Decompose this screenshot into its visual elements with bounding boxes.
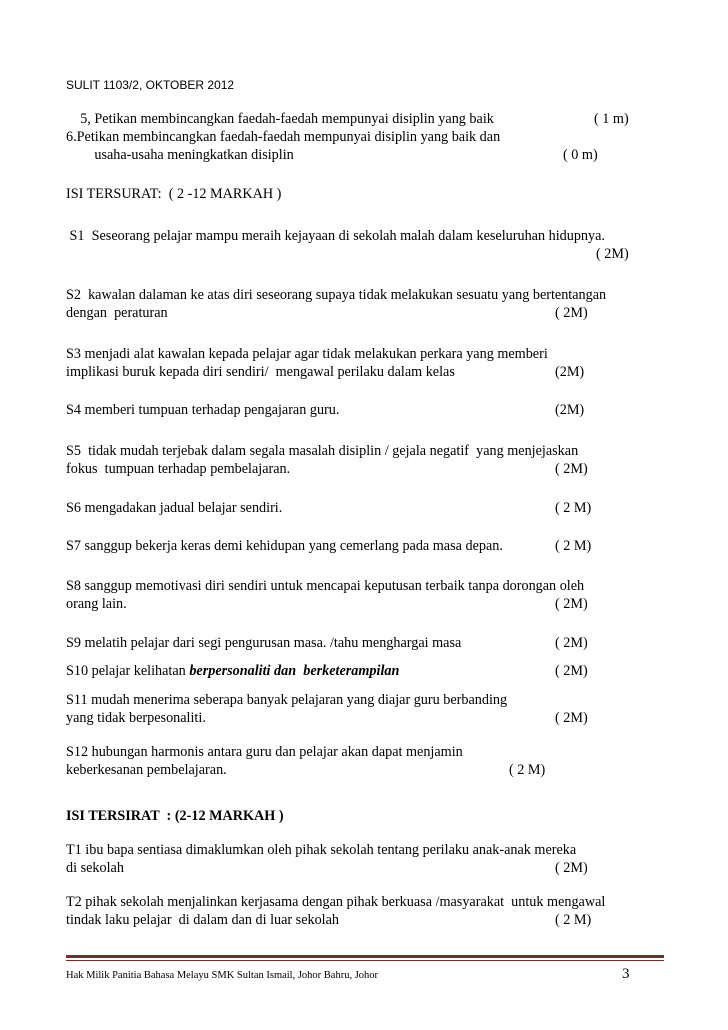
section-title-tersirat: ISI TERSIRAT : (2-12 MARKAH ) <box>66 808 284 824</box>
item-s8-line-2: orang lain. <box>66 596 127 612</box>
item-s11-line-1: S11 mudah menerima seberapa banyak pelajaran yang diajar guru berbanding <box>66 692 508 708</box>
item-s7-line-1: S7 sanggup bekerja keras demi kehidupan yang cemerlang pada masa depan. <box>66 538 503 554</box>
item-s6-mark: ( 2 M) <box>555 500 592 516</box>
item-s12-mark: ( 2 M) <box>509 762 546 778</box>
section-title-tersurat: ISI TERSURAT: ( 2 -12 MARKAH ) <box>66 186 282 202</box>
item-s8-line-1: S8 sanggup memotivasi diri sendiri untuk mencapai keputusan terbaik tanpa dorongan oleh <box>66 578 585 594</box>
intro-mark-3: ( 0 m) <box>563 147 598 163</box>
item-s5-line-1: S5 tidak mudah terjebak dalam segala masalah disiplin / gejala negatif yang menjejaskan <box>66 443 579 459</box>
intro-line-1: 5, Petikan membincangkan faedah-faedah mempunyai disiplin yang baik <box>66 111 494 127</box>
item-s7-mark: ( 2 M) <box>555 538 592 554</box>
item-s10-emphasis: berpersonaliti dan berketerampilan <box>189 663 400 679</box>
item-s5-mark: ( 2M) <box>555 461 588 477</box>
item-s2-mark: ( 2M) <box>555 305 588 321</box>
footer-text: Hak Milik Panitia Bahasa Melayu SMK Sultan Ismail, Johor Bahru, Johor <box>66 970 379 981</box>
item-s4-line-1: S4 memberi tumpuan terhadap pengajaran guru. <box>66 402 340 418</box>
item-s11-mark: ( 2M) <box>555 710 588 726</box>
item-s6-line-1: S6 mengadakan jadual belajar sendiri. <box>66 500 283 516</box>
item-s11-line-2: yang tidak berpesonaliti. <box>66 710 206 726</box>
item-s12-line-2: keberkesanan pembelajaran. <box>66 762 227 778</box>
item-s9-mark: ( 2M) <box>555 635 588 651</box>
footer-rule-thick <box>66 955 664 958</box>
item-s3-line-2: implikasi buruk kepada diri sendiri/ mengawal perilaku dalam kelas <box>66 364 455 380</box>
item-s12-line-1: S12 hubungan harmonis antara guru dan pelajar akan dapat menjamin <box>66 744 463 760</box>
intro-line-2: 6.Petikan membincangkan faedah-faedah mempunyai disiplin yang baik dan <box>66 129 501 145</box>
item-s3-mark: (2M) <box>555 364 585 380</box>
item-s10-mark: ( 2M) <box>555 663 588 679</box>
item-s10-line-1 <box>66 663 399 680</box>
intro-line-3: usaha-usaha meningkatkan disiplin <box>66 147 294 163</box>
footer-rule-thin <box>66 960 664 961</box>
item-s4-mark: (2M) <box>555 402 585 418</box>
item-s8-mark: ( 2M) <box>555 596 588 612</box>
page-number: 3 <box>622 966 630 982</box>
item-s1-mark: ( 2M) <box>596 246 629 262</box>
item-t1-line-2: di sekolah <box>66 860 124 876</box>
intro-mark-1: ( 1 m) <box>594 111 629 127</box>
item-s3-line-1: S3 menjadi alat kawalan kepada pelajar agar tidak melakukan perkara yang memberi <box>66 346 548 362</box>
item-t2-line-1: T2 pihak sekolah menjalinkan kerjasama dengan pihak berkuasa /masyarakat untuk mengawal <box>66 894 606 910</box>
item-t1-line-1: T1 ibu bapa sentiasa dimaklumkan oleh pihak sekolah tentang perilaku anak-anak mereka <box>66 842 577 858</box>
item-s9-line-1: S9 melatih pelajar dari segi pengurusan masa. /tahu menghargai masa <box>66 635 462 651</box>
item-s5-line-2: fokus tumpuan terhadap pembelajaran. <box>66 461 291 477</box>
item-t2-line-2: tindak laku pelajar di dalam dan di luar sekolah <box>66 912 340 928</box>
item-s10-prefix: S10 pelajar kelihatan <box>66 663 190 679</box>
item-t1-mark: ( 2M) <box>555 860 588 876</box>
item-s2-line-2: dengan peraturan <box>66 305 168 321</box>
item-s1-line-1: S1 Seseorang pelajar mampu meraih kejayaan di sekolah malah dalam keseluruhan hidupnya. <box>66 228 605 244</box>
item-t2-mark: ( 2 M) <box>555 912 592 928</box>
item-s2-line-1: S2 kawalan dalaman ke atas diri seseorang supaya tidak melakukan sesuatu yang bertentangan <box>66 287 607 303</box>
page-header: SULIT 1103/2, OKTOBER 2012 <box>66 78 235 92</box>
